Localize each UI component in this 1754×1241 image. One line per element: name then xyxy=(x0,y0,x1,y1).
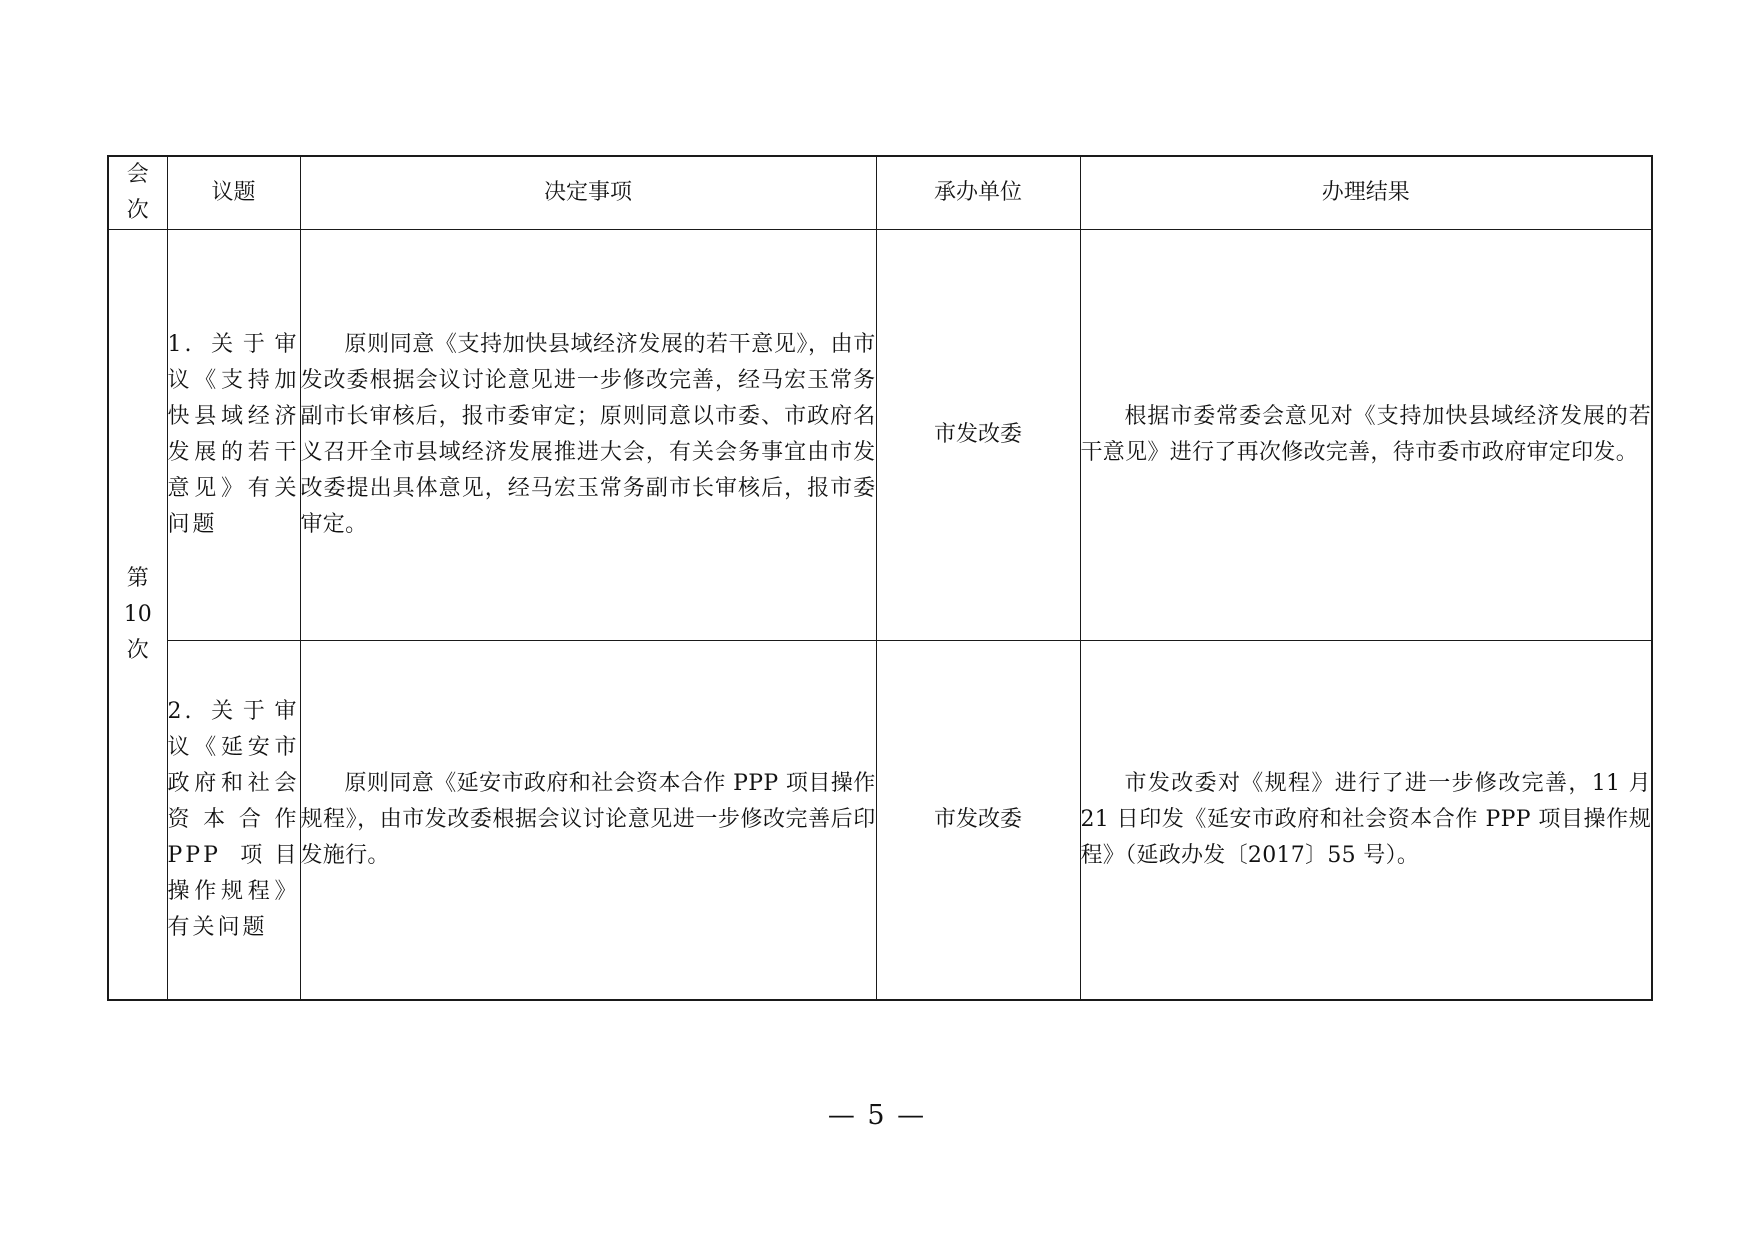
header-result: 办理结果 xyxy=(1080,156,1652,230)
header-session-line1: 会 xyxy=(126,162,149,187)
result-cell xyxy=(1080,641,1652,1001)
topic-cell: 2. 关于审议《延安市政府和社会资本合作 PPP 项目操作规程》有关问题 xyxy=(167,641,300,1001)
header-decision: 决定事项 xyxy=(300,156,876,230)
session-line3: 次 xyxy=(126,637,149,663)
header-unit: 承办单位 xyxy=(876,156,1080,230)
decision-cell xyxy=(300,230,876,641)
result-text: 根据市委常委会意见对《支持加快县域经济发展的若干意见》进行了再次修改完善，待市委市政府审定印发。 xyxy=(1080,404,1651,465)
session-cell xyxy=(108,230,167,1001)
document-sheet xyxy=(107,155,1651,1001)
decision-text: 原则同意《支持加快县域经济发展的若干意见》，由市发改委根据会议讨论意见进一步修改完善，经马宏玉常务副市长审核后，报市委审定；原则同意以市委、市政府名义召开全市县域经济发展推进大会，有关会务事宜由市发改委提出具体意见，经马宏玉常务副市长审核后，报市委审定。 xyxy=(300,332,876,537)
header-session xyxy=(108,156,167,230)
decision-text: 原则同意《延安市政府和社会资本合作 PPP 项目操作规程》，由市发改委根据会议讨论意见进一步修改完善后印发施行。 xyxy=(300,771,876,868)
meeting-decisions-table xyxy=(107,155,1653,1001)
unit-cell: 市发改委 xyxy=(876,641,1080,1001)
header-topic: 议题 xyxy=(167,156,300,230)
decision-cell xyxy=(300,641,876,1001)
header-session-line2: 次 xyxy=(126,198,149,223)
table-row xyxy=(108,641,1652,1001)
unit-cell: 市发改委 xyxy=(876,230,1080,641)
table-header-row xyxy=(108,156,1652,230)
session-line1: 第 xyxy=(126,565,149,591)
page-number: — 5 — xyxy=(827,1100,927,1131)
session-line2: 10 xyxy=(123,601,152,627)
table-row xyxy=(108,230,1652,641)
result-text: 市发改委对《规程》进行了进一步修改完善，11 月 21 日印发《延安市政府和社会资本合作 PPP 项目操作规程》（延政办发〔2017〕55 号）。 xyxy=(1080,771,1651,868)
topic-cell: 1. 关于审议《支持加快县域经济发展的若干意见》有关问题 xyxy=(167,230,300,641)
result-cell xyxy=(1080,230,1652,641)
